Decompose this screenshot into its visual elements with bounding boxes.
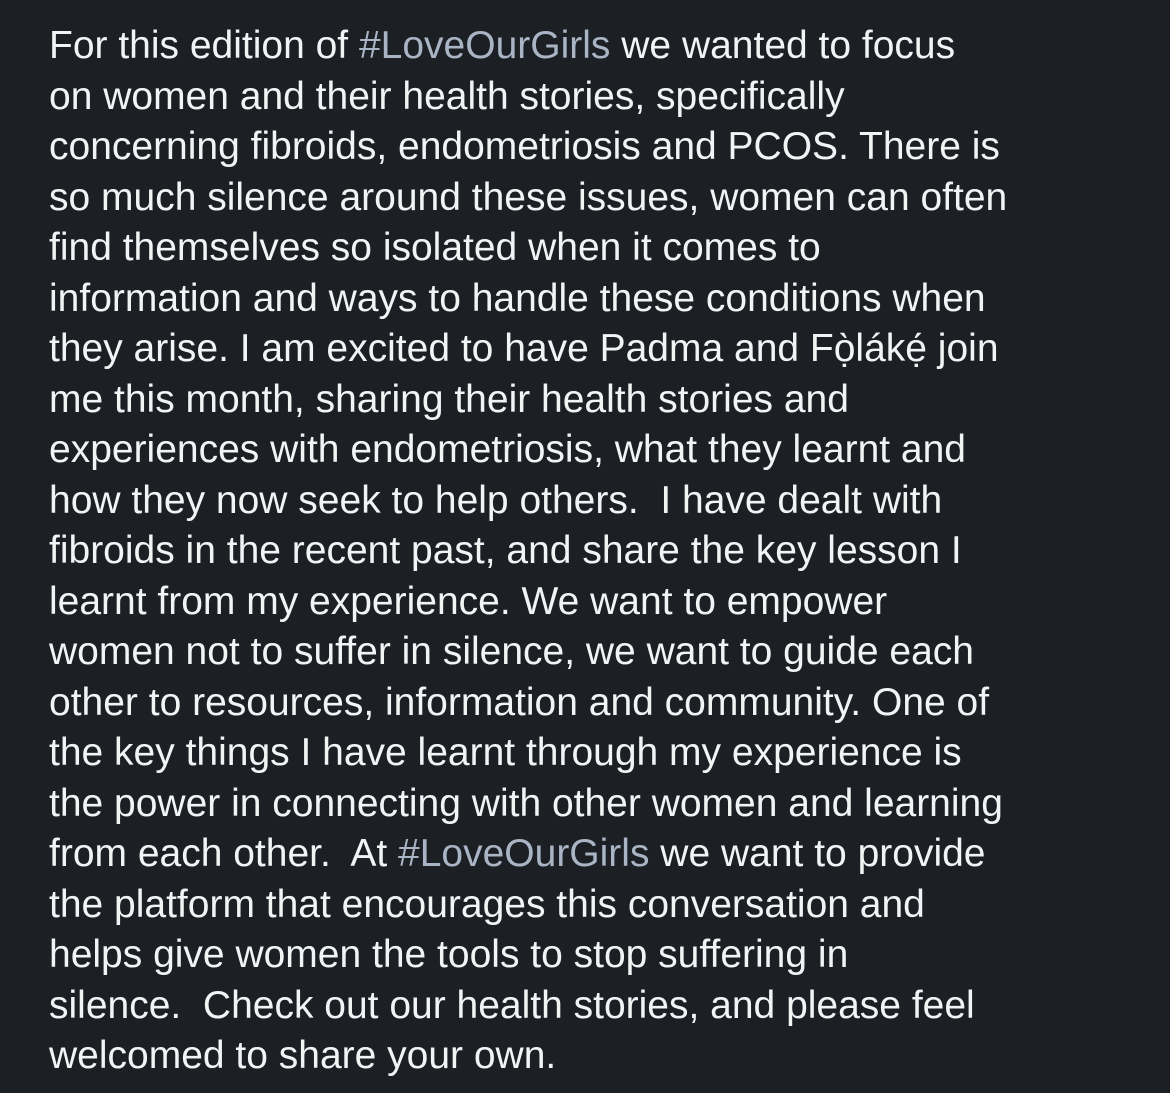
post-line: experiences with endometriosis, what they learnt and xyxy=(49,428,966,471)
post-line: so much silence around these issues, women can often xyxy=(49,175,1008,219)
post-text-segment: we want to provide xyxy=(649,832,986,875)
post-text-segment: we wanted to focus xyxy=(610,24,956,67)
post-line: the power in connecting with other women and learning xyxy=(49,781,1003,825)
hashtag-link[interactable]: #LoveOurGirls xyxy=(358,24,611,67)
post-line: information and ways to handle these conditions when xyxy=(49,276,986,320)
post-line: helps give women the tools to stop suffering in xyxy=(49,933,849,976)
post-line: the platform that encourages this conversation and xyxy=(49,882,925,926)
post-line: fibroids in the recent past, and share the key lesson I xyxy=(49,529,962,572)
post-line: learnt from my experience. We want to empower xyxy=(49,579,888,623)
post-line xyxy=(49,829,1149,880)
post-text-segment: For this edition of xyxy=(49,24,359,67)
post-line: concerning fibroids, endometriosis and PCOS. There is xyxy=(49,125,1000,168)
post-line: find themselves so isolated when it comes to xyxy=(49,226,821,269)
post-line: how they now seek to help others. I have dealt with xyxy=(49,478,943,522)
post-line xyxy=(49,21,1149,72)
post-line: welcomed to share your own. xyxy=(49,1034,557,1077)
post-text xyxy=(49,21,1149,1082)
post-line: on women and their health stories, specifically xyxy=(49,74,845,118)
post-line: me this month, sharing their health stories and xyxy=(49,377,849,421)
post-line: women not to suffer in silence, we want to guide each xyxy=(49,630,974,673)
post-line: they arise. I am excited to have Padma and Fọ̀lákẹ́ join xyxy=(49,327,999,370)
post-line: the key things I have learnt through my experience is xyxy=(49,731,962,774)
hashtag-link[interactable]: #LoveOurGirls xyxy=(398,832,650,875)
post-line: other to resources, information and community. One of xyxy=(49,680,990,724)
post-line: silence. Check out our health stories, and please feel xyxy=(49,983,975,1027)
post-text-segment: from each other. At xyxy=(49,832,399,875)
